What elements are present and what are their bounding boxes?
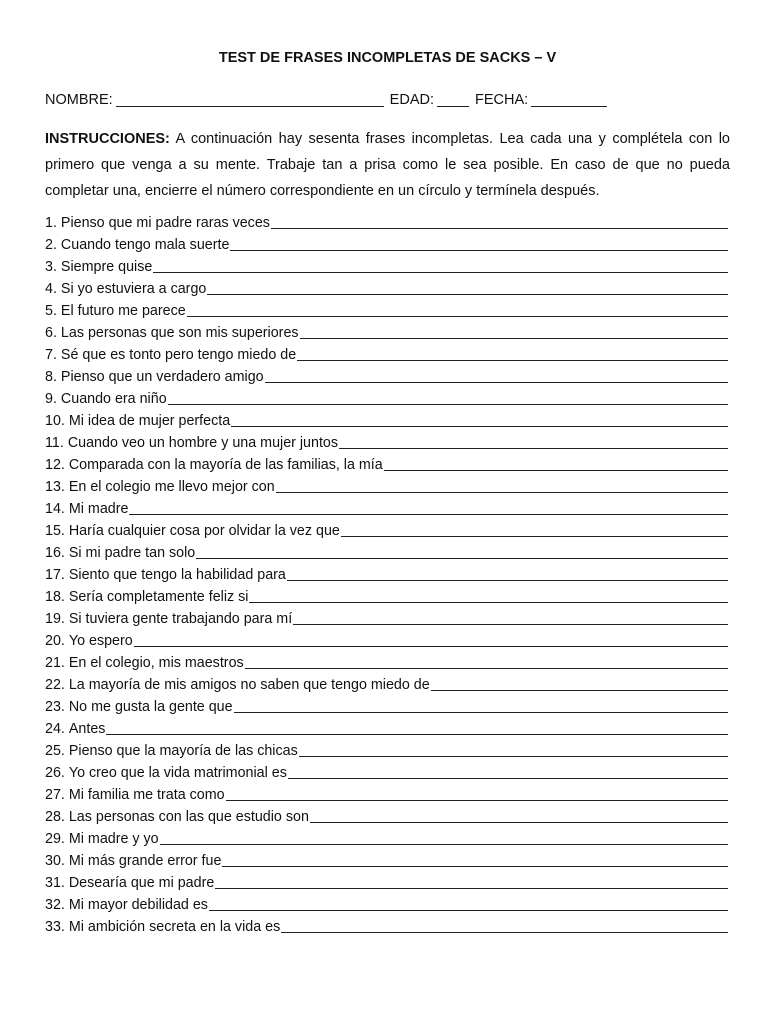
sentence-text: Las personas con las que estudio son	[68, 809, 309, 825]
sentence-item	[45, 432, 728, 454]
date-label: FECHA:	[475, 92, 529, 108]
sentence-text: Yo creo que la vida matrimonial es	[68, 765, 287, 781]
instructions-label: INSTRUCCIONES:	[45, 131, 170, 147]
sentence-text: Pienso que un verdadero amigo	[60, 369, 264, 385]
sentence-number: 22.	[45, 677, 65, 693]
sentence-text: Sé que es tonto pero tengo miedo de	[60, 347, 297, 363]
sentence-text: Mi madre y yo	[68, 831, 159, 847]
sentence-number: 4.	[45, 281, 57, 297]
sentence-item	[45, 894, 728, 916]
header-fields	[45, 90, 730, 110]
sentence-text: Siento que tengo la habilidad para	[68, 567, 286, 583]
sentence-item	[45, 784, 728, 806]
sentence-number: 32.	[45, 897, 65, 913]
sentence-text: El futuro me parece	[60, 303, 186, 319]
sentence-number: 17.	[45, 567, 65, 583]
answer-blank[interactable]	[384, 470, 728, 471]
sentence-text: Cuando era niño	[60, 391, 167, 407]
name-label: NOMBRE:	[45, 92, 113, 108]
sentence-item	[45, 806, 728, 828]
answer-blank[interactable]	[129, 514, 728, 515]
sentence-item	[45, 542, 728, 564]
answer-blank[interactable]	[226, 800, 728, 801]
sentence-number: 2.	[45, 237, 57, 253]
sentence-number: 19.	[45, 611, 65, 627]
sentence-item	[45, 608, 728, 630]
sentence-text: Las personas que son mis superiores	[60, 325, 299, 341]
answer-blank[interactable]	[187, 316, 728, 317]
sentence-item	[45, 850, 728, 872]
age-label: EDAD:	[389, 92, 434, 108]
answer-blank[interactable]	[310, 822, 728, 823]
answer-blank[interactable]	[245, 668, 728, 669]
sentence-item	[45, 256, 728, 278]
sentence-item	[45, 630, 728, 652]
answer-blank[interactable]	[222, 866, 728, 867]
sentence-number: 30.	[45, 853, 65, 869]
sentence-number: 31.	[45, 875, 65, 891]
answer-blank[interactable]	[230, 250, 728, 251]
sentence-text: Haría cualquier cosa por olvidar la vez que	[68, 523, 340, 539]
sentence-number: 15.	[45, 523, 65, 539]
answer-blank[interactable]	[249, 602, 728, 603]
sentence-number: 3.	[45, 259, 57, 275]
sentence-number: 24.	[45, 721, 65, 737]
sentence-item	[45, 454, 728, 476]
document-title: TEST DE FRASES INCOMPLETAS DE SACKS – V	[218, 50, 557, 66]
sentence-item	[45, 520, 728, 542]
sentence-item	[45, 278, 728, 300]
answer-blank[interactable]	[160, 844, 728, 845]
sentence-item	[45, 564, 728, 586]
sentence-number: 14.	[45, 501, 65, 517]
sentence-text: Cuando tengo mala suerte	[60, 237, 230, 253]
sentence-item	[45, 476, 728, 498]
sentence-item	[45, 498, 728, 520]
answer-blank[interactable]	[265, 382, 728, 383]
sentence-number: 9.	[45, 391, 57, 407]
sentence-number: 16.	[45, 545, 65, 561]
sentence-text: Si tuviera gente trabajando para mí	[68, 611, 293, 627]
sentence-number: 5.	[45, 303, 57, 319]
name-blank[interactable]	[116, 92, 384, 107]
sentence-number: 13.	[45, 479, 65, 495]
sentence-item	[45, 828, 728, 850]
answer-blank[interactable]	[339, 448, 728, 449]
answer-blank[interactable]	[207, 294, 728, 295]
sentence-text: Mi madre	[68, 501, 129, 517]
sentence-number: 18.	[45, 589, 65, 605]
sentence-number: 21.	[45, 655, 65, 671]
sentence-text: Desearía que mi padre	[68, 875, 215, 891]
sentence-text: No me gusta la gente que	[68, 699, 233, 715]
sentence-item	[45, 322, 728, 344]
answer-blank[interactable]	[281, 932, 728, 933]
answer-blank[interactable]	[300, 338, 728, 339]
sentence-text: En el colegio me llevo mejor con	[68, 479, 275, 495]
sentence-text: Pienso que mi padre raras veces	[60, 215, 270, 231]
sentence-list	[45, 212, 730, 938]
sentence-number: 8.	[45, 369, 57, 385]
sentence-text: Sería completamente feliz si	[68, 589, 249, 605]
sentence-text: Si mi padre tan solo	[68, 545, 196, 561]
sentence-text: Mi mayor debilidad es	[68, 897, 208, 913]
sentence-number: 26.	[45, 765, 65, 781]
sentence-number: 11.	[45, 435, 64, 451]
sentence-text: Mi idea de mujer perfecta	[68, 413, 231, 429]
answer-blank[interactable]	[297, 360, 728, 361]
sentence-item	[45, 388, 728, 410]
sentence-item	[45, 212, 728, 234]
sentence-number: 33.	[45, 919, 65, 935]
sentence-number: 12.	[45, 457, 65, 473]
sentence-text: Si yo estuviera a cargo	[60, 281, 207, 297]
sentence-text: Antes	[68, 721, 106, 737]
sentence-text: Pienso que la mayoría de las chicas	[68, 743, 298, 759]
answer-blank[interactable]	[276, 492, 728, 493]
sentence-item	[45, 674, 728, 696]
sentence-number: 10.	[45, 413, 65, 429]
sentence-item	[45, 410, 728, 432]
sentence-text: La mayoría de mis amigos no saben que tengo miedo de	[68, 677, 430, 693]
sentence-text: Cuando veo un hombre y una mujer juntos	[67, 435, 339, 451]
answer-blank[interactable]	[287, 580, 728, 581]
answer-blank[interactable]	[134, 646, 728, 647]
sentence-item	[45, 718, 728, 740]
instructions-text: A continuación hay sesenta frases incompletas. Lea cada una y complétela con lo primero que venga a su mente. Trabaje tan a prisa como le sea posible. En caso de que no pueda completar una, encierre el número correspondiente en un círculo y termínela después.	[45, 131, 730, 199]
sentence-number: 28.	[45, 809, 65, 825]
sentence-item	[45, 740, 728, 762]
sentence-item	[45, 696, 728, 718]
sentence-number: 25.	[45, 743, 65, 759]
age-blank[interactable]	[437, 92, 469, 107]
sentence-number: 6.	[45, 325, 57, 341]
sentence-item	[45, 234, 728, 256]
answer-blank[interactable]	[341, 536, 728, 537]
answer-blank[interactable]	[234, 712, 728, 713]
sentence-number: 7.	[45, 347, 57, 363]
date-blank[interactable]	[531, 92, 607, 107]
sentence-number: 20.	[45, 633, 65, 649]
answer-blank[interactable]	[215, 888, 728, 889]
sentence-text: Mi familia me trata como	[68, 787, 225, 803]
sentence-text: Yo espero	[68, 633, 133, 649]
sentence-item	[45, 586, 728, 608]
sentence-item	[45, 344, 728, 366]
answer-blank[interactable]	[231, 426, 728, 427]
answer-blank[interactable]	[196, 558, 728, 559]
sentence-number: 23.	[45, 699, 65, 715]
sentence-number: 27.	[45, 787, 65, 803]
sentence-item	[45, 300, 728, 322]
sentence-number: 29.	[45, 831, 65, 847]
sentence-item	[45, 762, 728, 784]
answer-blank[interactable]	[168, 404, 728, 405]
sentence-text: Siempre quise	[60, 259, 153, 275]
sentence-text: Comparada con la mayoría de las familias, la mía	[68, 457, 383, 473]
sentence-item	[45, 366, 728, 388]
answer-blank[interactable]	[106, 734, 728, 735]
answer-blank[interactable]	[431, 690, 728, 691]
sentence-text: Mi más grande error fue	[68, 853, 222, 869]
sentence-item	[45, 872, 728, 894]
sentence-text: En el colegio, mis maestros	[68, 655, 244, 671]
answer-blank[interactable]	[299, 756, 728, 757]
answer-blank[interactable]	[293, 624, 728, 625]
answer-blank[interactable]	[288, 778, 728, 779]
answer-blank[interactable]	[271, 228, 728, 229]
sentence-item	[45, 916, 728, 938]
instructions	[45, 126, 730, 204]
answer-blank[interactable]	[209, 910, 728, 911]
sentence-text: Mi ambición secreta en la vida es	[68, 919, 281, 935]
sentence-number: 1.	[45, 215, 57, 231]
answer-blank[interactable]	[153, 272, 728, 273]
sentence-item	[45, 652, 728, 674]
